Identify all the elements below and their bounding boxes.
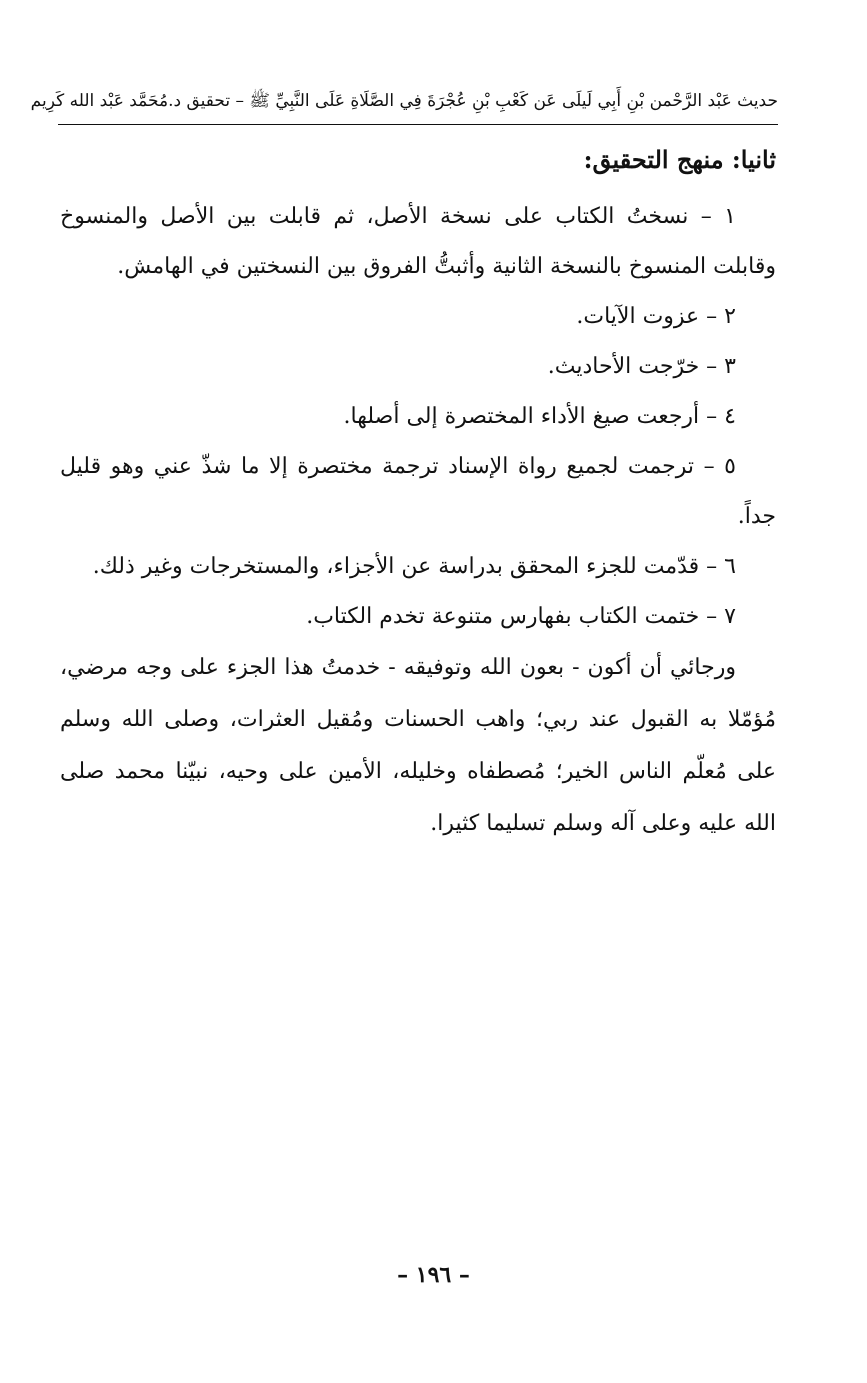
closing-paragraph: ورجائي أن أكون - بعون الله وتوفيقه - خدمتُ هذا الجزء على وجه مرضي، مُؤمّلا به القبول عند ربي؛ واهب الحسنات ومُقيل العثرات، وصلى الله وسلم على مُعلّم الناس الخير؛ مُصطفاه وخليله، الأمين على وحيه، نبيّنا محمد صلى الله عليه وعلى آله وسلم تسليما كثيرا. (60, 655, 776, 836)
header-divider (58, 124, 778, 125)
list-item-3: ٣ – خرّجت الأحاديث. (547, 354, 736, 379)
list-item-2: ٢ – عزوت الآيات. (576, 304, 736, 329)
main-content (60, 136, 776, 850)
running-header: حديث عَبْد الرَّحْمن بْنِ أَبِي لَيلَى عَن كَعْبِ بْنِ عُجْرَةَ فِي الصَّلَاةِ عَلَى النَّبِيِّ ﷺ – تحقيق د.مُحَمَّد عَبْد الله كَرِيم (30, 91, 778, 111)
list-item-5: ٥ – ترجمت لجميع رواة الإسناد ترجمة مختصرة إلا ما شذّ عني وهو قليل جداً. (60, 454, 776, 529)
list-item-1: ١ – نسختُ الكتاب على نسخة الأصل، ثم قابلت بين الأصل والمنسوخ وقابلت المنسوخ بالنسخة الثانية وأثبتُّ الفروق بين النسختين في الهامش. (60, 204, 776, 279)
list-item-6: ٦ – قدّمت للجزء المحقق بدراسة عن الأجزاء، والمستخرجات وغير ذلك. (92, 554, 736, 579)
list-item-4: ٤ – أرجعت صيغ الأداء المختصرة إلى أصلها. (343, 404, 736, 429)
list-item-7: ٧ – ختمت الكتاب بفهارس متنوعة تخدم الكتاب. (306, 604, 736, 629)
section-title: ثانيا: منهج التحقيق: (583, 145, 776, 174)
page-number: – ١٩٦ – (397, 1262, 470, 1288)
